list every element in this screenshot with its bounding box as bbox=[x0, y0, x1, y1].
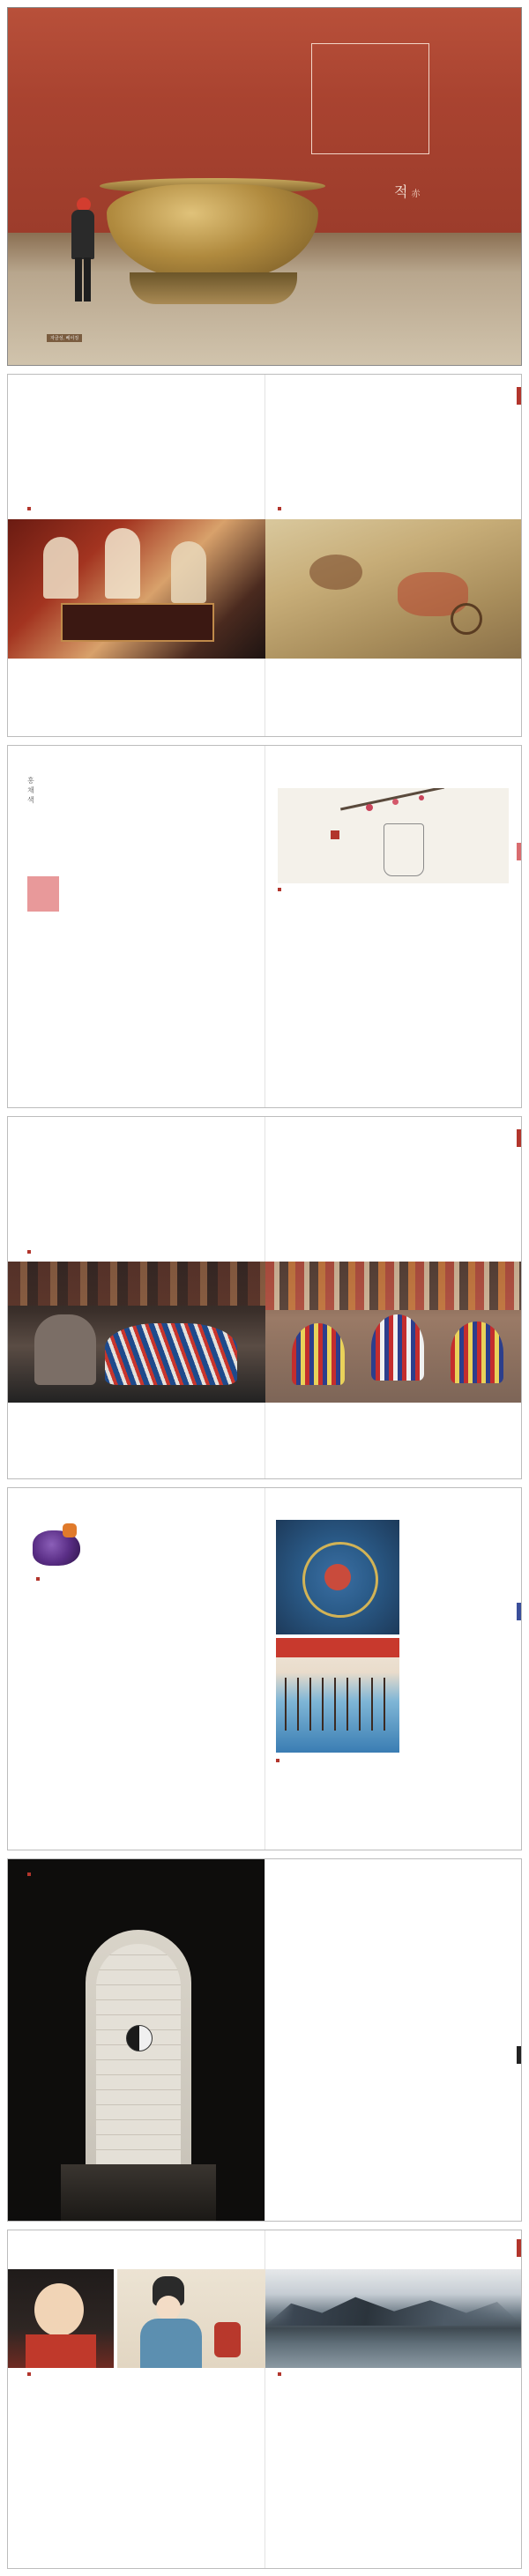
face-2 bbox=[156, 2296, 181, 2320]
page-left bbox=[8, 746, 265, 1107]
body-text bbox=[278, 906, 498, 1049]
caption-marker bbox=[27, 1250, 31, 1254]
dancer-1 bbox=[292, 1323, 345, 1385]
color-swatch bbox=[27, 876, 59, 912]
mandala-image bbox=[276, 1520, 399, 1634]
painting-image-left bbox=[8, 519, 265, 659]
cover-title bbox=[394, 181, 421, 201]
section-tab bbox=[517, 843, 522, 860]
caption-marker bbox=[278, 888, 281, 891]
mineral-image bbox=[27, 1518, 86, 1573]
spread-2 bbox=[7, 374, 522, 737]
yin-yang-symbol bbox=[126, 2025, 153, 2051]
tile-wall bbox=[96, 1944, 181, 2164]
blossom-2 bbox=[392, 799, 399, 805]
face-1 bbox=[34, 2283, 84, 2336]
body-text bbox=[27, 1587, 253, 1791]
spread-3 bbox=[7, 745, 522, 1108]
floor bbox=[61, 2164, 216, 2222]
woodblock-print bbox=[276, 1638, 399, 1753]
cover-title-hanja: 赤 bbox=[411, 190, 421, 199]
person-figure bbox=[70, 197, 96, 303]
body-text bbox=[89, 876, 251, 1049]
body-text bbox=[27, 1133, 251, 1242]
cauldron-base bbox=[130, 272, 297, 304]
person-legs bbox=[75, 257, 91, 302]
portrait-painting-1 bbox=[8, 2269, 114, 2368]
red-detail bbox=[214, 2322, 241, 2357]
caption-marker bbox=[27, 1872, 31, 1876]
dancer-2 bbox=[371, 1314, 424, 1381]
body-text bbox=[278, 392, 498, 502]
blossom-1 bbox=[366, 804, 373, 811]
crowd-background bbox=[8, 1262, 265, 1306]
caption-marker bbox=[27, 2372, 31, 2376]
figure-2 bbox=[105, 528, 140, 599]
painting-image-right bbox=[265, 519, 522, 659]
person-bowing bbox=[34, 1314, 96, 1385]
ship-masts bbox=[285, 1678, 287, 1731]
seal-stamp bbox=[331, 830, 339, 839]
body-text bbox=[27, 392, 251, 502]
page-right bbox=[265, 375, 522, 736]
body-text bbox=[278, 1895, 498, 2159]
image-caption bbox=[278, 887, 507, 893]
spectators bbox=[265, 1262, 522, 1310]
cover-spread bbox=[7, 7, 522, 366]
spread-4 bbox=[7, 1116, 522, 1479]
cover-title-main: 적 bbox=[394, 183, 409, 200]
page-left bbox=[8, 1117, 265, 1478]
body-text bbox=[278, 2387, 498, 2511]
striped-offering bbox=[105, 1323, 237, 1385]
page-right bbox=[265, 1117, 522, 1478]
image-caption bbox=[27, 2371, 258, 2378]
table-object bbox=[61, 603, 214, 642]
person-body bbox=[71, 210, 94, 259]
portrait-painting-2 bbox=[117, 2269, 265, 2368]
caption-marker bbox=[278, 507, 281, 510]
section-tab bbox=[517, 2239, 522, 2257]
caption-marker bbox=[36, 1577, 40, 1581]
image-caption bbox=[276, 1758, 514, 1764]
page-right bbox=[265, 1488, 522, 1850]
dancer-3 bbox=[451, 1322, 503, 1383]
figure-1 bbox=[43, 537, 78, 599]
image-caption bbox=[278, 2371, 509, 2378]
page-right bbox=[265, 746, 522, 1107]
figure-3 bbox=[171, 541, 206, 603]
spread-7 bbox=[7, 2230, 522, 2569]
vase-outline bbox=[384, 823, 424, 876]
page-left bbox=[8, 1859, 265, 2221]
section-tab bbox=[517, 1129, 522, 1147]
orange-stone bbox=[63, 1523, 77, 1537]
red-sky-band bbox=[276, 1638, 399, 1657]
image-caption bbox=[36, 1576, 89, 1582]
body-text bbox=[27, 2387, 251, 2511]
page-left bbox=[8, 1488, 265, 1850]
prayer-photo bbox=[8, 1262, 265, 1403]
blossom-3 bbox=[419, 795, 424, 800]
body-text bbox=[278, 1133, 498, 1242]
horse-shape bbox=[309, 555, 362, 590]
page-right bbox=[265, 1859, 522, 2221]
ink-painting-image bbox=[278, 788, 509, 883]
page-right bbox=[265, 2230, 522, 2568]
image-caption bbox=[278, 506, 507, 512]
cover-caption: 자금성, 베이징 bbox=[47, 334, 82, 342]
cover-text-frame bbox=[311, 43, 429, 154]
lake-mountain-photo bbox=[265, 2269, 522, 2368]
blue-robe bbox=[140, 2319, 202, 2368]
page-left bbox=[8, 375, 265, 736]
image-caption bbox=[27, 506, 257, 512]
mountain-range bbox=[265, 2294, 522, 2326]
mandala-center bbox=[324, 1564, 351, 1590]
body-text-intro bbox=[93, 1515, 253, 1585]
image-caption bbox=[27, 1872, 204, 1878]
section-tab bbox=[517, 2046, 522, 2064]
caption-marker bbox=[278, 2372, 281, 2376]
page-left bbox=[8, 2230, 265, 2568]
caption-marker bbox=[276, 1759, 279, 1762]
section-tab bbox=[517, 387, 522, 405]
wheel-shape bbox=[451, 603, 482, 635]
red-garment bbox=[26, 2334, 96, 2368]
spread-6 bbox=[7, 1858, 522, 2222]
section-tab bbox=[517, 1603, 522, 1620]
dance-photo bbox=[265, 1262, 522, 1403]
section-title: 홍 채 색 bbox=[27, 777, 34, 804]
caption-marker bbox=[27, 507, 31, 510]
spread-5 bbox=[7, 1487, 522, 1850]
